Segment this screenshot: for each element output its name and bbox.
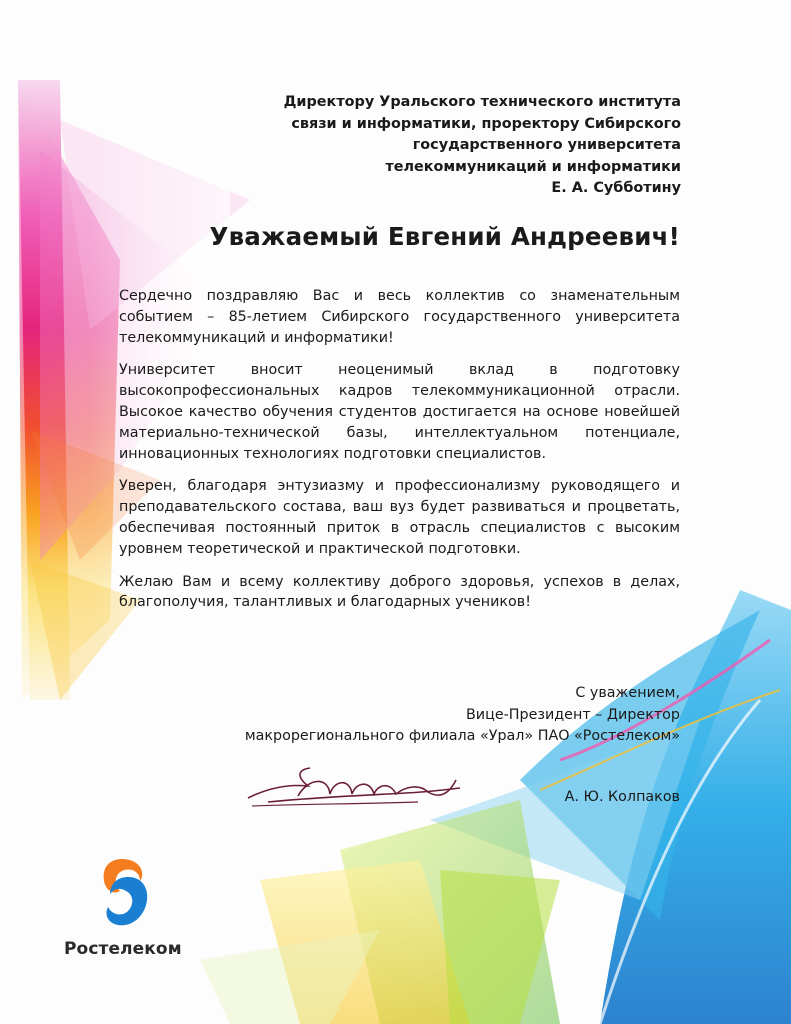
addressee-block	[261, 92, 681, 200]
body-paragraph: Сердечно поздравляю Вас и весь коллектив со знаменательным событием – 85-летием Сибирского государственного университета телекоммуникаций и информатики!	[119, 288, 680, 346]
salutation-heading: Уважаемый Евгений Андреевич!	[209, 222, 680, 251]
closing-line: макрорегионального филиала «Урал» ПАО «Ростелеком»	[244, 728, 680, 744]
handwritten-signature	[238, 758, 468, 818]
rostelecom-logo	[62, 857, 192, 967]
letter-body	[119, 286, 680, 625]
closing-line: С уважением,	[575, 685, 680, 701]
addressee-line: связи и информатики, проректору Сибирского	[291, 115, 681, 132]
body-paragraph: Желаю Вам и всему коллективу доброго здоровья, успехов в делах, благополучия, талантливых и благодарных учеников!	[119, 573, 680, 611]
signer-name: А. Ю. Колпаков	[564, 789, 680, 805]
addressee-line: телекоммуникаций и информатики	[385, 158, 681, 175]
logo-text: Ростелеком	[64, 939, 182, 959]
addressee-line: Директору Уральского технического института	[283, 94, 681, 110]
closing-line: Вице-Президент – Директор	[465, 706, 680, 723]
body-paragraph: Уверен, благодаря энтузиазму и профессионализму руководящего и преподавательского состава, ваш вуз будет развиваться и процветать, обеспечивая постоянный приток в отрасль специалистов с высоким уровнем теоретической и практической подготовки.	[119, 478, 680, 557]
addressee-line: государственного университета	[412, 137, 681, 153]
closing-block	[245, 683, 680, 748]
body-paragraph: Университет вносит неоценимый вклад в подготовку высокопрофессиональных кадров телекоммуникационной отрасли. Высокое качество обучения студентов достигается на основе новейшей материально-технической базы, интеллектуальном потенциале, инновационных технологиях подготовки специалистов.	[119, 362, 680, 462]
addressee-line: Е. А. Субботину	[551, 180, 681, 196]
rostelecom-logo-icon	[100, 857, 152, 929]
